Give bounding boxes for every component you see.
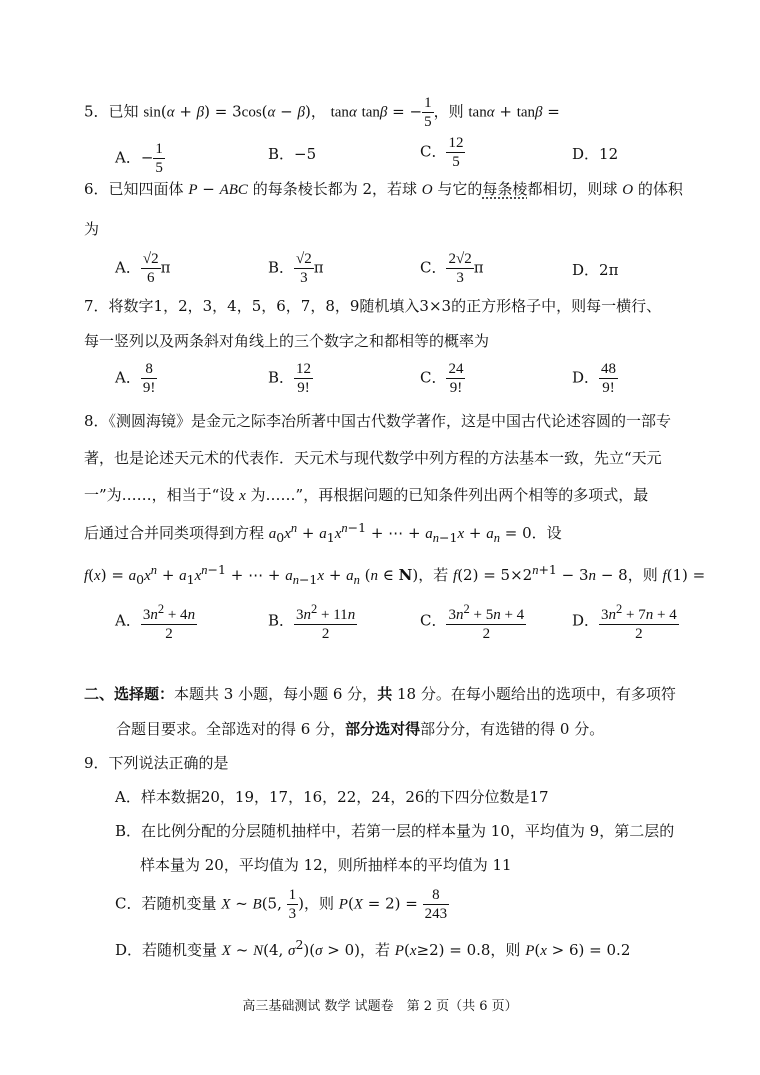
q6-option-a: A． $\frac{√2}{6}$ π [115,251,171,286]
q5-option-c: C． $\frac{12}{5}$ [420,135,464,170]
q9-option-b-line2: 样本量为 20，平均值为 12，则所抽样本的平均值为 11 [140,856,512,874]
q8-line2: 著，也是论述天元术的代表作．天元术与现代数学中列方程的方法基本一致，先立“天元 [84,449,662,467]
q6-option-c: C． $\frac{2√2}{3}$ π [420,251,484,286]
q6-stem-line2: 为 [84,220,100,238]
q8-option-b: B． $\frac{3n^2 + 11n}{2}$ [268,602,356,642]
section2-line1: 二、选择题：本题共 3 小题，每小题 6 分，共 18 分。在每小题给出的选项中，有多项符 [84,685,676,703]
q8-line3: 一”为……，相当于“设 x 为……”，再根据问题的已知条件列出两个相等的多项式，最 [84,486,649,504]
q8-line4: 后通过合并同类项得到方程 $a_0x^n + a_1x^{n-1}$ + ⋯ + $a_{n-1}x + a_n = 0$．设 [84,520,562,545]
q6-stem-line1: 6．已知四面体 P − ABC 的每条棱长都为 2，若球 O 与它的每条棱都相切，则球 O 的体积 [84,180,683,198]
q8-line1: 8．《测圆海镜》是金元之际李冶所著中国古代数学著作，这是中国古代论述容圆的一部专 [84,412,672,430]
q7-option-c: C． $\frac{24}{9!}$ [420,361,464,396]
q5-option-a: A．− $\frac{1}{5}$ [115,141,163,176]
q9-option-c: C．若随机变量 X ~ B(5, $\frac{1}{3}$ )，则 P(X = 2) = $\frac{8}{243}$ [115,887,448,922]
q5-stem: 5．已知 sin(α + β) = 3cos(α − β)， tanα tanβ = − $\frac{1}{5}$ ，则 tanα + tanβ = [84,95,560,130]
q7-option-b: B． $\frac{12}{9!}$ [268,361,312,396]
q6-option-d: D．2π [572,261,619,279]
q9-stem: 9．下列说法正确的是 [84,754,229,772]
q7-option-d: D． $\frac{48}{9!}$ [572,361,617,396]
q6-option-b: B． $\frac{√2}{3}$ π [268,251,324,286]
q8-option-d: D． $\frac{3n^2 + 7n + 4}{2}$ [572,602,677,642]
q8-option-a: A． $\frac{3n^2 + 4n}{2}$ [115,602,196,642]
q9-option-a: A．样本数据20，19，17，16，22，24，26的下四分位数是17 [115,788,549,806]
q7-stem-line1: 7．将数字1，2，3，4，5，6，7，8，9随机填入3×3的正方形格子中，则每一横行、 [84,297,662,315]
page-footer: 高三基础测试 数学 试题卷 第 2 页（共 6 页） [242,999,518,1014]
q8-line5: $f(x) = a_0x^n + a_1x^{n-1}$ + ⋯ + $a_{n-1}x + a_n$ (n ∈ N)，若 $f(2) = 5\times 2^{n+1} - 3n - 8$，则 f(1) = [84,562,706,587]
q5-option-b: B．−5 [268,145,317,163]
section2-line2: 合题目要求。全部选对的得 6 分，部分选对得部分分，有选错的得 0 分。 [116,720,605,738]
q9-option-d: D．若随机变量 X ~ N(4, $\sigma^2)(\sigma > 0)$，若 P(x≥2) = 0.8，则 P(x > 6) = 0.2 [115,937,631,959]
q7-option-a: A． $\frac{8}{9!}$ [115,361,156,396]
q5-option-d: D．12 [572,145,619,163]
q9-option-b-line1: B．在比例分配的分层随机抽样中，若第一层的样本量为 10，平均值为 9，第二层的 [115,822,675,840]
q7-stem-line2: 每一竖列以及两条斜对角线上的三个数字之和都相等的概率为 [84,332,490,350]
q8-option-c: C． $\frac{3n^2 + 5n + 4}{2}$ [420,602,525,642]
